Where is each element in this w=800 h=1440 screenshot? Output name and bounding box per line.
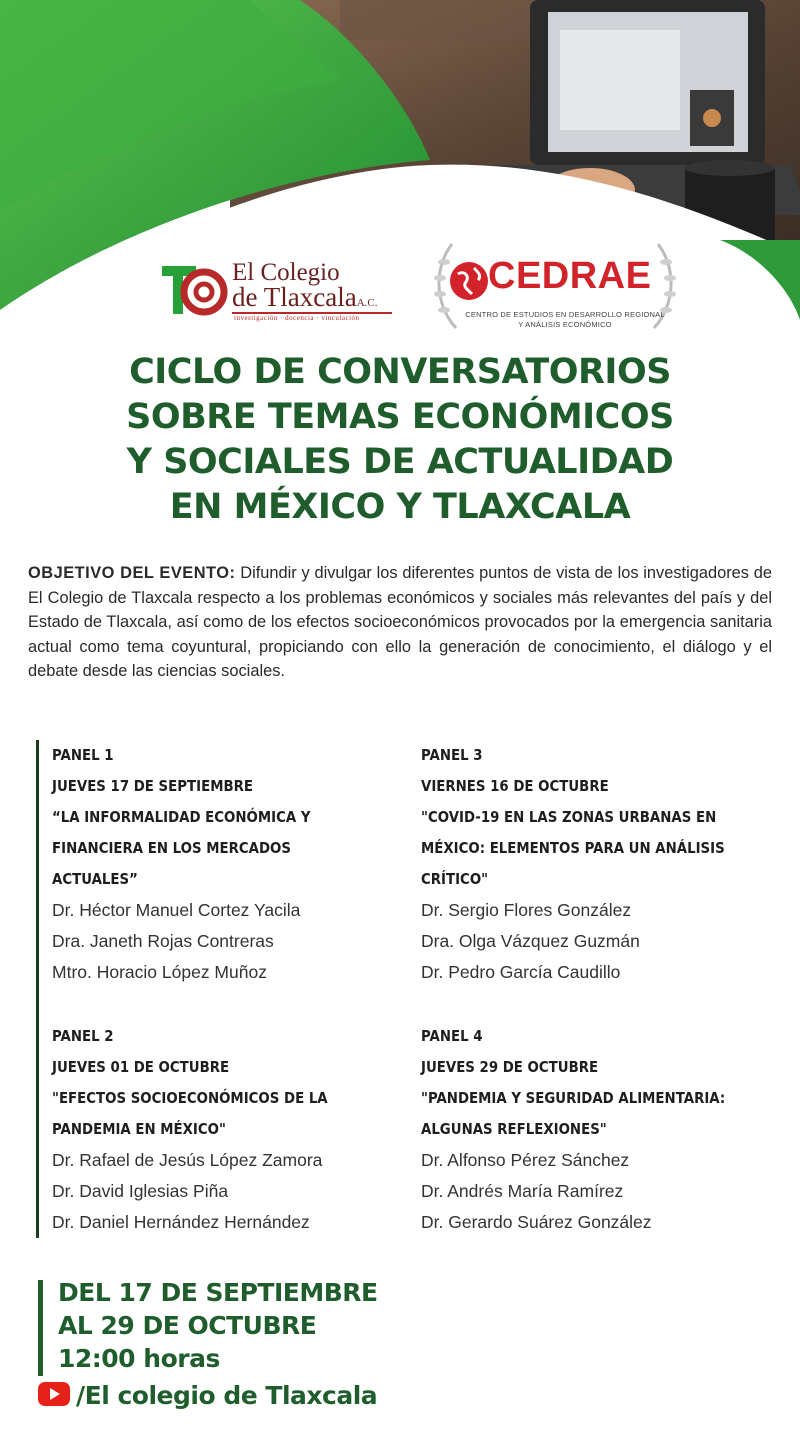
globe-icon <box>448 260 490 302</box>
logos-row <box>0 232 800 342</box>
event-title <box>0 350 800 530</box>
title-line3: Y SOCIALES DE ACTUALIDAD <box>126 442 674 482</box>
colegio-logo <box>160 259 400 322</box>
panels-left-divider <box>36 740 39 1238</box>
panel-2 <box>52 1021 373 1238</box>
panel-speaker: Dr. David Iglesias Piña <box>52 1181 229 1201</box>
cedrae-logo <box>430 232 680 336</box>
panel-date: JUEVES 01 DE OCTUBRE <box>52 1058 230 1076</box>
panel-topic-line: ACTUALES” <box>52 870 138 888</box>
colegio-emblem-icon <box>160 262 230 320</box>
panel-speaker: Dr. Sergio Flores González <box>421 900 632 920</box>
panel-date: JUEVES 17 DE SEPTIEMBRE <box>52 777 253 795</box>
panel-label: PANEL 1 <box>52 746 114 764</box>
title-line4: EN MÉXICO Y TLAXCALA <box>169 487 631 527</box>
panel-speaker: Dr. Alfonso Pérez Sánchez <box>421 1150 630 1170</box>
footer-accent-bar <box>38 1280 43 1376</box>
objective-text: Difundir y divulgar los diferentes puntos de vista de los investigadores de El Colegio de Tlaxcala respecto a los problemas económicos y sociales más relevantes del país y del Estado de Tlaxcala, así como de los efectos socioeconómicos provocados por la emergencia sanitaria actual como tema coyuntural, propiciando con ello la generación de conocimiento, el diálogo y el debate desde las ciencias sociales. <box>28 564 772 680</box>
youtube-channel-link[interactable]: /El colegio de Tlaxcala <box>76 1381 378 1410</box>
objective-label: OBJETIVO DEL EVENTO: <box>28 564 236 582</box>
title-line1: CICLO DE CONVERSATORIOS <box>129 352 671 392</box>
panel-topic-line: MÉXICO: ELEMENTOS PARA UN ANÁLISIS <box>421 839 725 857</box>
panel-topic-line: PANDEMIA EN MÉXICO" <box>52 1120 226 1138</box>
panel-topic-line: "PANDEMIA Y SEGURIDAD ALIMENTARIA: <box>421 1089 726 1107</box>
panel-speaker: Dr. Daniel Hernández Hernández <box>52 1212 310 1232</box>
cedrae-subtitle-line1: CENTRO DE ESTUDIOS EN DESARROLLO REGIONAL <box>465 310 665 319</box>
panel-speaker: Dra. Olga Vázquez Guzmán <box>421 931 640 951</box>
panel-date: VIERNES 16 DE OCTUBRE <box>421 777 609 795</box>
panel-label: PANEL 4 <box>421 1027 483 1045</box>
panel-topic-line: "COVID-19 EN LAS ZONAS URBANAS EN <box>421 808 717 826</box>
colegio-tagline: investigación · docencia · vinculación <box>234 314 360 322</box>
panel-topic-line: “LA INFORMALIDAD ECONÓMICA Y <box>52 808 311 826</box>
panel-speaker: Dra. Janeth Rojas Contreras <box>52 931 274 951</box>
panel-3 <box>421 740 774 988</box>
colegio-name-line1: El Colegio <box>232 259 340 286</box>
panel-topic-line: ALGUNAS REFLEXIONES" <box>421 1120 607 1138</box>
title-line2: SOBRE TEMAS ECONÓMICOS <box>126 397 674 437</box>
panel-speaker: Dr. Héctor Manuel Cortez Yacila <box>52 900 301 920</box>
panel-speaker: Dr. Pedro García Caudillo <box>421 962 621 982</box>
panel-speaker: Dr. Gerardo Suárez González <box>421 1212 652 1232</box>
colegio-suffix: A.C. <box>356 297 378 309</box>
footer-date-end: AL 29 DE OCTUBRE <box>58 1311 317 1340</box>
panel-label: PANEL 2 <box>52 1027 114 1045</box>
youtube-icon[interactable] <box>38 1382 70 1406</box>
panel-speaker: Mtro. Horacio López Muñoz <box>52 962 267 982</box>
panel-speaker: Dr. Andrés María Ramírez <box>421 1181 624 1201</box>
footer-date-start: DEL 17 DE SEPTIEMBRE <box>58 1278 378 1307</box>
cedrae-name: CEDRAE <box>488 255 652 297</box>
panel-date: JUEVES 29 DE OCTUBRE <box>421 1058 599 1076</box>
panel-label: PANEL 3 <box>421 746 483 764</box>
panel-1 <box>52 740 353 988</box>
event-dates <box>58 1276 378 1375</box>
panel-4 <box>421 1021 775 1238</box>
panel-topic-line: "EFECTOS SOCIOECONÓMICOS DE LA <box>52 1089 328 1107</box>
footer-time: 12:00 horas <box>58 1344 220 1373</box>
panel-topic-line: FINANCIERA EN LOS MERCADOS <box>52 839 291 857</box>
panel-topic-line: CRÍTICO" <box>421 870 489 888</box>
colegio-name-line2: de TlaxcalaA.C. <box>232 282 378 312</box>
event-objective <box>28 561 772 684</box>
cedrae-subtitle-line2: Y ANÁLISIS ECONÓMICO <box>518 320 612 329</box>
panel-speaker: Dr. Rafael de Jesús López Zamora <box>52 1150 323 1170</box>
